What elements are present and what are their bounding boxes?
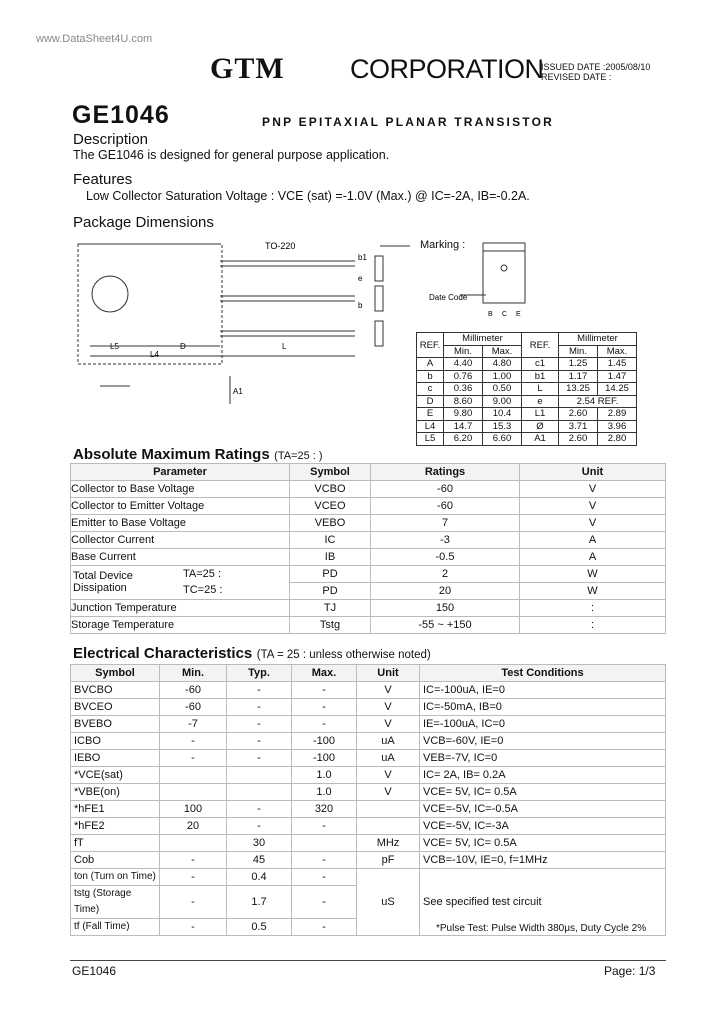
marking-label: Marking : [420, 239, 466, 251]
ec-table: Symbol Min. Typ. Max. Unit Test Conditions BVCBO -60 - - V IC=-100uA, IE=0 BVCEO -60 - - V IC=-50mA, IB=0 BVEBO -7 - - V IE=-100uA, IC=0 ICBO - - -100 uA VCB=-60V, IE=0 IEBO - - -100 uA VEB=-7V, IC=0 *VCE(sat) 1.0 V IC= 2A, IB= 0.2A *VBE(on) 1.0 V VCE= 5V, IC= 0.5A *hFE1 100 - 320 VCE=-5V, IC=-0.5A *hFE2 20 - - VCE=-5V, IC=-3A fT 30 MHz VCE= 5V, IC= 0.5A Cob - 45 - pF VCB=-10V, IE=0, f=1MHz ton (Turn on Time) - 0.4 - uS See specified test circuit tstg (Storage Time) - 1.7 - tf (Fall Time) - 0.5 - [70, 664, 666, 936]
switching-condition: See specified test circuit [420, 869, 666, 936]
corporation-title: CORPORATION [350, 54, 544, 84]
side-view-pin [375, 286, 383, 311]
amr-heading: Absolute Maximum Ratings [73, 446, 270, 463]
package-heading: Package Dimensions [73, 214, 214, 231]
label-b: b [358, 301, 363, 310]
features-heading: Features [73, 171, 133, 188]
features-text: Low Collector Saturation Voltage : VCE (sat) =-1.0V (Max.) @ IC=-2A, IB=-0.2A. [86, 189, 530, 203]
millimeter-header: Millimeter [444, 333, 522, 346]
table-row: PD 20 W [71, 583, 666, 600]
ec-condition: (TA = 25 : unless otherwise noted) [256, 649, 431, 661]
amr-title [73, 446, 323, 464]
mounting-hole [92, 276, 128, 312]
millimeter-header: Millimeter [559, 333, 637, 346]
table-row: IEBO - - -100 uA VEB=-7V, IC=0 [71, 750, 666, 767]
table-row: Storage Temperature Tstg -55 ~ +150 : [71, 617, 666, 634]
table-row: *VBE(on) 1.0 V VCE= 5V, IC= 0.5A [71, 784, 666, 801]
description-text: The GE1046 is designed for general purpose application. [73, 148, 390, 162]
label-A1: A1 [233, 387, 243, 396]
watermark: www.DataSheet4U.com [36, 33, 153, 45]
table-row: A 4.40 4.80 c1 1.25 1.45 [417, 358, 637, 371]
company-logo: GTM [210, 52, 285, 85]
dissipation-cond1: TA=25 : [183, 568, 222, 580]
table-row: L4 14.7 15.3 Ø 3.71 3.96 [417, 420, 637, 433]
hole [501, 265, 507, 271]
table-row: *hFE1 100 - 320 VCE=-5V, IC=-0.5A [71, 801, 666, 818]
amr-condition: (TA=25 : ) [274, 450, 323, 462]
table-row: L5 6.20 6.60 A1 2.60 2.80 [417, 433, 637, 446]
table-row: b 0.76 1.00 b1 1.17 1.47 [417, 370, 637, 383]
table-row: BVCEO -60 - - V IC=-50mA, IB=0 [71, 699, 666, 716]
issue-info [541, 62, 650, 82]
max-header: Max. [598, 345, 637, 358]
dissipation-cell [71, 566, 290, 600]
table-row: tf (Fall Time) - 0.5 - [71, 919, 666, 936]
table-row: tstg (Storage Time) - 1.7 - [71, 886, 666, 919]
part-number: GE1046 [72, 101, 170, 129]
pin-label-b: B [488, 311, 493, 318]
outline-label: TO-220 [265, 241, 296, 251]
table-row: Collector Current IC -3 A [71, 532, 666, 549]
dissipation-label: Total Device Dissipation [73, 570, 133, 594]
table-row: *VCE(sat) 1.0 V IC= 2A, IB= 0.2A [71, 767, 666, 784]
description-heading: Description [73, 131, 149, 148]
date-code-label: Date Code [429, 293, 468, 302]
marking-drawing [420, 240, 530, 320]
table-row: ICBO - - -100 uA VCB=-60V, IE=0 [71, 733, 666, 750]
switching-unit: uS [357, 869, 420, 936]
label-L: L [282, 342, 287, 351]
side-view-pin [375, 256, 383, 281]
amr-table: Parameter Symbol Ratings Unit Collector to Base Voltage VCBO -60 V Collector to Emitter Voltage VCEO -60 V Emitter to Base Voltage VEBO 7 V Collector Current IC -3 A Base Current IB -0.5 A Total Device Dissipation TA=25 : TC=25 : PD 2 W PD 20 W Junction Temperature TJ 150 : Storage Temperature Tstg -55 ~ +150 : [70, 463, 666, 634]
ec-title [73, 645, 431, 663]
table-row: Base Current IB -0.5 A [71, 549, 666, 566]
revised-date: REVISED DATE : [541, 72, 612, 82]
table-row: Collector to Base Voltage VCBO -60 V [71, 481, 666, 498]
max-header: Max. [483, 345, 522, 358]
table-row: BVCBO -60 - - V IC=-100uA, IE=0 [71, 682, 666, 699]
ref-header: REF. [522, 333, 559, 358]
pin-label-c: C [502, 311, 508, 318]
table-row: E 9.80 10.4 L1 2.60 2.89 [417, 408, 637, 421]
footer-page: Page: 1/3 [604, 964, 656, 978]
ref-header: REF. [417, 333, 444, 358]
table-row: Cob - 45 - pF VCB=-10V, IE=0, f=1MHz [71, 852, 666, 869]
label-L4: L4 [150, 350, 159, 359]
table-row: fT 30 MHz VCE= 5V, IC= 0.5A [71, 835, 666, 852]
side-view-pin [375, 321, 383, 346]
table-row: c 0.36 0.50 L 13.25 14.25 [417, 383, 637, 396]
table-row: Collector to Emitter Voltage VCEO -60 V [71, 498, 666, 515]
tab-outline [483, 243, 525, 251]
table-row: BVEBO -7 - - V IE=-100uA, IC=0 [71, 716, 666, 733]
table-row: ton (Turn on Time) - 0.4 - uS See specified test circuit [71, 869, 666, 886]
dimension-table [416, 332, 637, 446]
table-row: *hFE2 20 - - VCE=-5V, IC=-3A [71, 818, 666, 835]
label-L5: L5 [110, 342, 119, 351]
footer-divider [70, 960, 666, 961]
ec-heading: Electrical Characteristics [73, 645, 253, 662]
pulse-footnote: *Pulse Test: Pulse Width 380μs, Duty Cycle 2% [436, 923, 647, 934]
table-row: Junction Temperature TJ 150 : [71, 600, 666, 617]
min-header: Min. [559, 345, 598, 358]
part-type: PNP EPITAXIAL PLANAR TRANSISTOR [262, 115, 555, 129]
dissipation-cond2: TC=25 : [183, 584, 223, 596]
body-outline [483, 251, 525, 303]
table-row: Emitter to Base Voltage VEBO 7 V [71, 515, 666, 532]
table-row: Total Device Dissipation TA=25 : TC=25 : PD 2 W [71, 566, 666, 583]
label-e: e [358, 274, 363, 283]
min-header: Min. [444, 345, 483, 358]
footer-part: GE1046 [72, 964, 117, 978]
pin-label-e: E [516, 311, 521, 318]
issued-date: ISSUED DATE :2005/08/10 [541, 62, 651, 72]
label-b1: b1 [358, 253, 367, 262]
label-D: D [180, 342, 186, 351]
table-row: D 8.60 9.00 e 2.54 REF. [417, 395, 637, 408]
package-drawing [70, 236, 415, 408]
